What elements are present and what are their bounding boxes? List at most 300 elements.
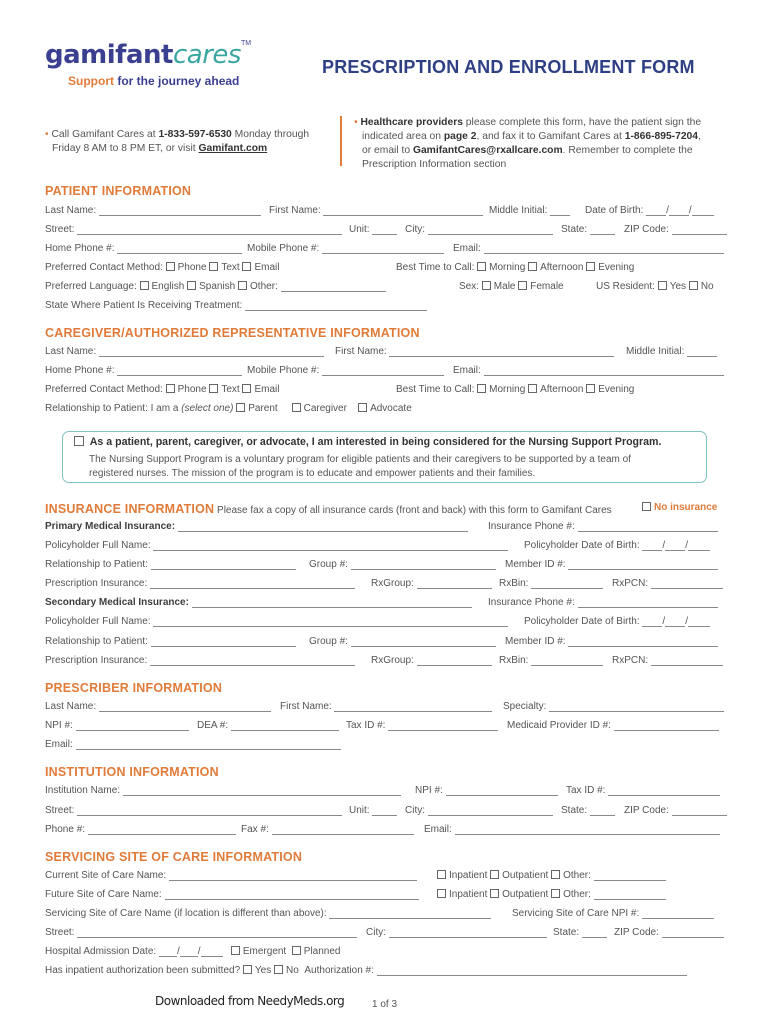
- prescriber-first-name-field[interactable]: [334, 702, 492, 712]
- specialty-field[interactable]: [549, 702, 724, 712]
- section-title-patient: PATIENT INFORMATION: [45, 184, 192, 198]
- patient-row-contact: [45, 262, 728, 276]
- servicing-row-address: [45, 927, 728, 941]
- last-name-field[interactable]: [99, 206, 261, 216]
- label: Relationship to Patient:: [45, 636, 148, 647]
- option-label: Yes: [254, 965, 272, 976]
- label: Tax ID #:: [566, 785, 606, 796]
- prescriber-npi-field[interactable]: [76, 721, 189, 731]
- institution-state-field[interactable]: [590, 806, 615, 816]
- rxbin-field[interactable]: [531, 579, 603, 589]
- cg-first-name-field[interactable]: [389, 347, 614, 357]
- state-treatment-field[interactable]: [245, 301, 427, 311]
- option-label: Advocate: [370, 403, 412, 414]
- caregiver-row-phones: [45, 365, 728, 379]
- primary-insurance-field[interactable]: [178, 522, 468, 532]
- label: Policyholder Full Name:: [45, 616, 151, 627]
- authorization-field[interactable]: [377, 966, 687, 976]
- option-label: Other:: [250, 281, 278, 292]
- rxgroup-field-2[interactable]: [417, 656, 492, 666]
- dob-month-field[interactable]: [646, 206, 666, 216]
- label: ZIP Code:: [624, 805, 669, 816]
- logo-main: gamifant: [45, 40, 173, 70]
- servicing-npi-field[interactable]: [642, 909, 714, 919]
- logo-accent: cares: [172, 40, 241, 70]
- checkbox[interactable]: [490, 889, 499, 898]
- option-label: Spanish: [199, 281, 236, 292]
- label: Preferred Contact Method:: [45, 262, 163, 273]
- label: First Name:: [280, 701, 332, 712]
- checkbox[interactable]: [209, 384, 218, 393]
- servicing-row-name: [45, 908, 728, 922]
- option-label: No: [700, 281, 714, 292]
- member-id-field-2[interactable]: [568, 637, 718, 647]
- rx-insurance-field-2[interactable]: [150, 656, 355, 666]
- street-field[interactable]: [77, 225, 342, 235]
- option-label: Evening: [598, 262, 635, 273]
- bullet-icon: •: [354, 117, 358, 128]
- label: Specialty:: [503, 701, 547, 712]
- checkbox[interactable]: [551, 870, 560, 879]
- institution-fax-field[interactable]: [272, 825, 414, 835]
- dob-day-field[interactable]: [669, 206, 689, 216]
- label: Sex:: [459, 281, 480, 292]
- nursing-text-line: registered nurses. The mission of the program is to educate and empower patients and their families.: [89, 468, 536, 479]
- label: Medicaid Provider ID #:: [507, 720, 611, 731]
- label: Authorization #:: [304, 965, 374, 976]
- label: Tax ID #:: [346, 720, 386, 731]
- checkbox[interactable]: [437, 870, 446, 879]
- insurance-row-relationship: [45, 559, 728, 573]
- checkbox[interactable]: [238, 281, 247, 290]
- label: US Resident:: [596, 281, 655, 292]
- option-label: Text: [221, 262, 240, 273]
- checkbox[interactable]: [243, 965, 252, 974]
- relationship-field[interactable]: [151, 560, 296, 570]
- relationship-field-2[interactable]: [151, 637, 296, 647]
- provider-note-text: indicated area on: [362, 131, 444, 142]
- state-field[interactable]: [590, 225, 615, 235]
- checkbox[interactable]: [166, 262, 175, 271]
- label: Email:: [45, 739, 73, 750]
- gamifant-link[interactable]: Gamifant.com: [198, 143, 268, 154]
- institution-row-address: [45, 805, 728, 819]
- future-site-field[interactable]: [165, 890, 419, 900]
- servicing-row-auth: [45, 965, 728, 979]
- primary-insurance-phone-field[interactable]: [578, 522, 718, 532]
- label: DEA #:: [197, 720, 229, 731]
- patient-row-phones: [45, 243, 728, 257]
- patient-row-address: [45, 224, 728, 238]
- label: State:: [561, 805, 588, 816]
- prescriber-email-field[interactable]: [76, 740, 341, 750]
- label: City:: [366, 927, 386, 938]
- checkbox[interactable]: [236, 403, 245, 412]
- label: Servicing Site of Care NPI #:: [512, 908, 640, 919]
- provider-note-page: page 2: [443, 131, 477, 142]
- prescriber-row-email: [45, 739, 728, 753]
- insurance-row-policyholder: Policyholder Full Name: Policyholder Date of Birth: / /: [45, 540, 728, 554]
- label: RxBin:: [499, 655, 529, 666]
- label: RxGroup:: [371, 655, 414, 666]
- member-id-field[interactable]: [568, 560, 718, 570]
- option-label: Male: [493, 281, 516, 292]
- provider-note: [354, 116, 701, 172]
- mobile-phone-field[interactable]: [322, 244, 444, 254]
- checkbox[interactable]: [187, 281, 196, 290]
- insurance-row-secondary: [45, 597, 728, 611]
- contact-info: [45, 128, 309, 156]
- secondary-insurance-phone-field[interactable]: [578, 598, 718, 608]
- admission-month[interactable]: [159, 947, 177, 957]
- label: Member ID #:: [505, 559, 566, 570]
- insurance-row-rx-2: [45, 655, 728, 669]
- admission-year[interactable]: [201, 947, 223, 957]
- section-title-servicing: SERVICING SITE OF CARE INFORMATION: [45, 850, 303, 864]
- checkbox[interactable]: [518, 281, 527, 290]
- label: Last Name:: [45, 205, 97, 216]
- checkbox[interactable]: [209, 262, 218, 271]
- label: RxPCN:: [612, 578, 649, 589]
- checkbox[interactable]: [482, 281, 491, 290]
- label: Relationship to Patient: I am a: [45, 403, 182, 414]
- label: RxPCN:: [612, 655, 649, 666]
- provider-note-text: Prescription Information section: [362, 159, 507, 170]
- label: Group #:: [309, 559, 348, 570]
- checkbox[interactable]: [528, 262, 537, 271]
- option-label: Parent: [248, 403, 278, 414]
- label: Best Time to Call:: [396, 384, 475, 395]
- institution-row-contact: [45, 824, 728, 838]
- label: Email:: [453, 243, 481, 254]
- admission-day[interactable]: [180, 947, 198, 957]
- policy-dob-month[interactable]: [642, 541, 662, 551]
- label: Email:: [453, 365, 481, 376]
- option-label: Inpatient: [449, 889, 488, 900]
- institution-npi-field[interactable]: [446, 786, 558, 796]
- label: Has inpatient authorization been submitted?: [45, 965, 241, 976]
- form-title: PRESCRIPTION AND ENROLLMENT FORM: [322, 57, 695, 77]
- label: State:: [553, 927, 580, 938]
- label: State:: [561, 224, 588, 235]
- policy-dob-month-2[interactable]: [642, 617, 662, 627]
- checkbox[interactable]: [242, 262, 251, 271]
- institution-email-field[interactable]: [455, 825, 720, 835]
- policyholder-name-field[interactable]: [153, 541, 508, 551]
- label: Last Name:: [45, 346, 97, 357]
- label: Prescription Insurance:: [45, 578, 148, 589]
- label: Insurance Phone #:: [488, 597, 575, 608]
- brand-logo: [45, 40, 251, 70]
- medicaid-id-field[interactable]: [614, 721, 719, 731]
- label-hint: (select one): [181, 403, 234, 414]
- institution-unit-field[interactable]: [372, 806, 397, 816]
- institution-row-name: [45, 785, 728, 799]
- label: RxGroup:: [371, 578, 414, 589]
- home-phone-field[interactable]: [117, 244, 242, 254]
- provider-note-text: . Remember to complete the: [562, 145, 693, 156]
- current-site-field[interactable]: [169, 871, 417, 881]
- option-label: English: [151, 281, 185, 292]
- prescriber-row-ids: [45, 720, 728, 734]
- future-other-field[interactable]: [594, 890, 666, 900]
- tagline-rest: for the journey ahead: [117, 74, 240, 88]
- label: Middle Initial:: [489, 205, 548, 216]
- option-label: Female: [530, 281, 564, 292]
- label: Fax #:: [241, 824, 269, 835]
- dea-field[interactable]: [231, 721, 339, 731]
- provider-note-head: Healthcare providers: [360, 117, 463, 128]
- no-insurance-label: No insurance: [654, 502, 718, 513]
- label: Street:: [45, 224, 75, 235]
- label: First Name:: [335, 346, 387, 357]
- label: Future Site of Care Name:: [45, 889, 162, 900]
- label: First Name:: [269, 205, 321, 216]
- option-label: Yes: [669, 281, 687, 292]
- label: Mobile Phone #:: [247, 365, 320, 376]
- insurance-row-rx: [45, 578, 728, 592]
- option-label: Caregiver: [303, 403, 347, 414]
- label: Relationship to Patient:: [45, 559, 148, 570]
- servicing-state-field[interactable]: [582, 928, 607, 938]
- servicing-row-admission: Hospital Admission Date: / / Emergent Planned: [45, 946, 341, 957]
- provider-note-text: , and fax it to Gamifant Cares at: [476, 131, 625, 142]
- logo-tm: TM: [240, 40, 252, 47]
- label: Prescription Insurance:: [45, 655, 148, 666]
- label: Email:: [424, 824, 452, 835]
- nursing-head-row: [74, 436, 661, 448]
- servicing-row-future: [45, 889, 728, 903]
- secondary-insurance-field[interactable]: [192, 598, 472, 608]
- nursing-text-line: The Nursing Support Program is a voluntary program for eligible patients and their caregivers to be supported by a team of: [89, 454, 631, 465]
- nursing-checkbox[interactable]: [74, 436, 84, 446]
- nursing-support-box: [62, 431, 707, 483]
- label: Home Phone #:: [45, 243, 115, 254]
- prescriber-row-name: [45, 701, 728, 715]
- bullet-icon: •: [45, 129, 49, 140]
- checkbox[interactable]: [140, 281, 149, 290]
- option-label: Email: [254, 262, 280, 273]
- middle-initial-field[interactable]: [550, 206, 570, 216]
- city-field[interactable]: [428, 225, 553, 235]
- cg-home-phone-field[interactable]: [117, 366, 242, 376]
- insurance-row-relationship-2: [45, 636, 728, 650]
- checkbox[interactable]: [292, 946, 301, 955]
- rxpcn-field-2[interactable]: [651, 656, 723, 666]
- option-label: Phone: [177, 262, 207, 273]
- provider-note-email[interactable]: GamifantCares@rxallcare.com: [412, 145, 563, 156]
- policy-dob-year-2[interactable]: [688, 617, 710, 627]
- provider-note-text: please complete this form, have the patient sign the: [462, 117, 702, 128]
- insurance-row-primary: [45, 521, 728, 535]
- label: Street:: [45, 805, 75, 816]
- label: Unit:: [349, 805, 370, 816]
- label: Primary Medical Insurance:: [45, 521, 176, 532]
- footer-downloaded: Downloaded from NeedyMeds.org: [155, 994, 345, 1008]
- patient-row-language: [45, 281, 728, 295]
- label: State Where Patient Is Receiving Treatment:: [45, 300, 243, 311]
- section-title-insurance: INSURANCE INFORMATION: [45, 502, 215, 516]
- institution-city-field[interactable]: [428, 806, 553, 816]
- no-insurance-checkbox[interactable]: [642, 502, 651, 511]
- label: Preferred Language:: [45, 281, 137, 292]
- cg-middle-initial-field[interactable]: [687, 347, 717, 357]
- tagline-accent: Support: [68, 74, 114, 88]
- institution-street-field[interactable]: [77, 806, 342, 816]
- option-label: No: [286, 965, 299, 976]
- option-label: Afternoon: [540, 262, 584, 273]
- zip-field[interactable]: [672, 225, 727, 235]
- option-label: Phone: [177, 384, 207, 395]
- caregiver-row-contact: [45, 384, 728, 398]
- servicing-street-field[interactable]: [77, 928, 357, 938]
- caregiver-row-relationship: [45, 403, 728, 417]
- current-other-field[interactable]: [594, 871, 666, 881]
- label: Current Site of Care Name:: [45, 870, 167, 881]
- option-label: Outpatient: [502, 889, 549, 900]
- policy-dob-day[interactable]: [665, 541, 685, 551]
- label: Policyholder Full Name:: [45, 540, 151, 551]
- label: Policyholder Date of Birth:: [524, 540, 640, 551]
- label: Preferred Contact Method:: [45, 384, 163, 395]
- option-label: Emergent: [242, 946, 287, 957]
- checkbox[interactable]: [490, 870, 499, 879]
- label: City:: [405, 805, 425, 816]
- policyholder-name-field-2[interactable]: [153, 617, 508, 627]
- institution-zip-field[interactable]: [672, 806, 727, 816]
- checkbox[interactable]: [477, 262, 486, 271]
- contact-phone: 1-833-597-6530: [158, 129, 232, 140]
- cg-last-name-field[interactable]: [99, 347, 324, 357]
- tagline: [68, 74, 239, 88]
- patient-row-name: Last Name: First Name: Middle Initial: Date of Birth: / /: [45, 205, 728, 219]
- other-language-field[interactable]: [281, 282, 386, 292]
- checkbox[interactable]: [477, 384, 486, 393]
- page-number: 1 of 3: [372, 999, 398, 1010]
- checkbox[interactable]: [658, 281, 667, 290]
- label: Date of Birth:: [585, 205, 644, 216]
- section-title-prescriber: PRESCRIBER INFORMATION: [45, 681, 223, 695]
- patient-row-state-treatment: [45, 300, 728, 314]
- provider-note-text: or email to: [362, 145, 413, 156]
- provider-note-text: ,: [698, 131, 701, 142]
- contact-text: Monday through: [231, 129, 310, 140]
- option-label: Evening: [598, 384, 635, 395]
- email-field[interactable]: [484, 244, 724, 254]
- checkbox[interactable]: [166, 384, 175, 393]
- institution-tax-field[interactable]: [608, 786, 720, 796]
- prescriber-tax-field[interactable]: [388, 721, 498, 731]
- option-label: Inpatient: [449, 870, 488, 881]
- checkbox[interactable]: [231, 946, 240, 955]
- label: Unit:: [349, 224, 370, 235]
- institution-name-field[interactable]: [123, 786, 401, 796]
- label: Institution Name:: [45, 785, 121, 796]
- checkbox[interactable]: [586, 262, 595, 271]
- label: Servicing Site of Care Name (if location is different than above):: [45, 908, 327, 919]
- policy-dob-day-2[interactable]: [665, 617, 685, 627]
- label: Best Time to Call:: [396, 262, 475, 273]
- option-label: Planned: [303, 946, 341, 957]
- label: Last Name:: [45, 701, 97, 712]
- insurance-row-policyholder-2: Policyholder Full Name: Policyholder Date of Birth: / /: [45, 616, 728, 630]
- servicing-city-field[interactable]: [389, 928, 547, 938]
- section-title-institution: INSTITUTION INFORMATION: [45, 765, 219, 779]
- option-label: Other:: [563, 870, 591, 881]
- label: Insurance Phone #:: [488, 521, 575, 532]
- rx-insurance-field[interactable]: [150, 579, 355, 589]
- contact-text: Call Gamifant Cares at: [51, 129, 159, 140]
- label: Street:: [45, 927, 75, 938]
- label: Group #:: [309, 636, 348, 647]
- option-label: Afternoon: [540, 384, 584, 395]
- cg-email-field[interactable]: [484, 366, 724, 376]
- unit-field[interactable]: [372, 225, 397, 235]
- nursing-description: [89, 453, 631, 481]
- label: NPI #:: [415, 785, 443, 796]
- label: City:: [405, 224, 425, 235]
- option-label: Text: [221, 384, 240, 395]
- label: Middle Initial:: [626, 346, 685, 357]
- servicing-zip-field[interactable]: [662, 928, 724, 938]
- checkbox[interactable]: [292, 403, 301, 412]
- option-label: Outpatient: [502, 870, 549, 881]
- cg-mobile-phone-field[interactable]: [322, 366, 444, 376]
- option-label: Email: [254, 384, 280, 395]
- provider-note-fax: 1-866-895-7204: [624, 131, 699, 142]
- checkbox[interactable]: [437, 889, 446, 898]
- servicing-row-current: [45, 870, 728, 884]
- institution-phone-field[interactable]: [88, 825, 236, 835]
- option-label: Morning: [489, 384, 526, 395]
- insurance-header-row: [45, 502, 728, 518]
- label: Phone #:: [45, 824, 86, 835]
- label: Hospital Admission Date:: [45, 946, 157, 957]
- rxpcn-field[interactable]: [651, 579, 723, 589]
- contact-text: Friday 8 AM to 8 PM ET, or visit: [52, 143, 199, 154]
- label: Member ID #:: [505, 636, 566, 647]
- label: Secondary Medical Insurance:: [45, 597, 189, 608]
- checkbox[interactable]: [586, 384, 595, 393]
- group-field-2[interactable]: [351, 637, 496, 647]
- option-label: Morning: [489, 262, 526, 273]
- first-name-field[interactable]: [323, 206, 483, 216]
- insurance-note: Please fax a copy of all insurance cards (front and back) with this form to Gamifant Cares: [217, 505, 612, 516]
- option-label: Other:: [563, 889, 591, 900]
- label: Policyholder Date of Birth:: [524, 616, 640, 627]
- servicing-name-field[interactable]: [329, 909, 491, 919]
- dob-year-field[interactable]: [692, 206, 714, 216]
- nursing-head: As a patient, parent, caregiver, or advocate, I am interested in being considered for the Nursing Support Program.: [89, 436, 662, 448]
- group-field[interactable]: [351, 560, 496, 570]
- prescriber-last-name-field[interactable]: [99, 702, 271, 712]
- label: RxBin:: [499, 578, 529, 589]
- policy-dob-year[interactable]: [688, 541, 710, 551]
- rxbin-field-2[interactable]: [531, 656, 603, 666]
- label: Mobile Phone #:: [247, 243, 320, 254]
- checkbox[interactable]: [551, 889, 560, 898]
- divider: [340, 116, 342, 166]
- rxgroup-field[interactable]: [417, 579, 492, 589]
- caregiver-row-name: [45, 346, 728, 360]
- checkbox[interactable]: [242, 384, 251, 393]
- label: NPI #:: [45, 720, 73, 731]
- checkbox[interactable]: [358, 403, 367, 412]
- checkbox[interactable]: [689, 281, 698, 290]
- label: ZIP Code:: [624, 224, 669, 235]
- checkbox[interactable]: [528, 384, 537, 393]
- checkbox[interactable]: [274, 965, 283, 974]
